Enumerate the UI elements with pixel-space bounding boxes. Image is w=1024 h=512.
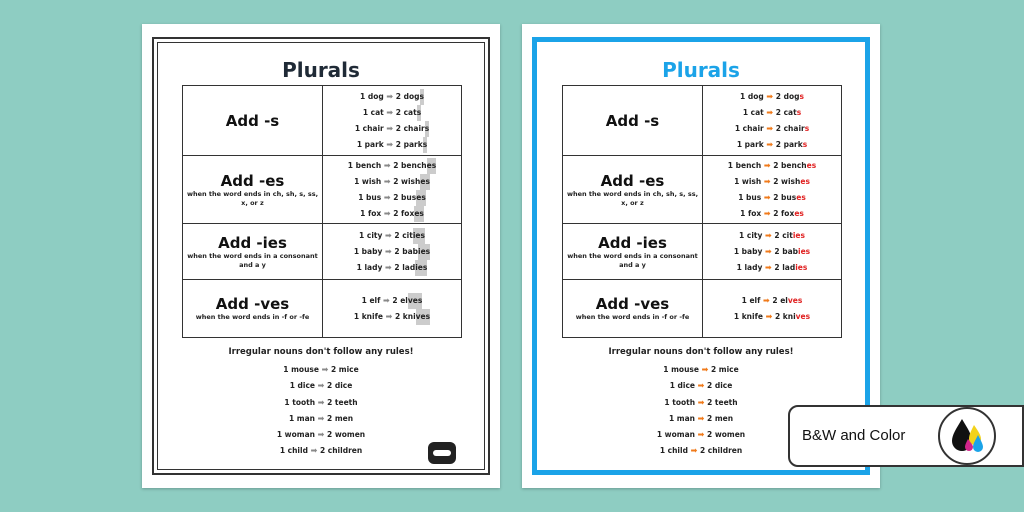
plural-word: 2 dog (395, 91, 420, 101)
rule-examples-cell (703, 280, 842, 338)
plural-word: 2 fox (393, 208, 415, 218)
right-arrow-icon: ➡ (385, 230, 392, 240)
example-line (323, 121, 461, 137)
example-line (703, 105, 841, 121)
plural-word: 2 dice (327, 381, 353, 391)
plural-word: 2 dog (775, 91, 800, 101)
example-line (142, 378, 500, 394)
example-line (703, 228, 841, 244)
right-arrow-icon: ➡ (317, 381, 325, 391)
twinkl-logo-icon (428, 442, 456, 464)
singular-word: 1 knife (353, 311, 383, 321)
right-arrow-icon: ➡ (766, 123, 774, 133)
plural-word: 2 kni (394, 311, 416, 321)
singular-word: 1 woman (656, 430, 695, 440)
version-badge (788, 405, 1024, 467)
sheet-content (142, 24, 500, 488)
singular-word: 1 man (288, 413, 315, 423)
right-arrow-icon: ➡ (386, 123, 394, 133)
right-arrow-icon: ➡ (701, 365, 709, 374)
example-line (703, 190, 841, 206)
example-line (323, 158, 461, 174)
singular-word: 1 chair (734, 123, 764, 133)
plural-word: 2 el (772, 295, 788, 305)
plural-word: 2 mice (710, 365, 739, 374)
rule-heading: Add -s (605, 111, 660, 130)
plural-word: 2 bench (773, 160, 807, 170)
example-line (323, 105, 461, 121)
right-arrow-icon: ➡ (765, 262, 772, 272)
example-line (703, 309, 841, 325)
plural-suffix: es (420, 174, 430, 190)
plural-word: 2 lad (774, 262, 796, 272)
singular-word: 1 park (736, 139, 764, 149)
rule-row (183, 86, 462, 156)
singular-word: 1 lady (356, 262, 383, 272)
rule-note: when the word ends in ch, sh, s, ss, x, or z (566, 189, 699, 207)
example-line (323, 260, 461, 276)
plural-suffix: es (800, 176, 810, 186)
example-line (703, 260, 841, 276)
singular-word: 1 lady (736, 262, 763, 272)
singular-word: 1 baby (733, 246, 763, 256)
singular-word: 1 bench (727, 160, 762, 170)
example-line (323, 206, 461, 222)
right-arrow-icon: ➡ (766, 139, 774, 149)
example-line (323, 174, 461, 190)
rule-examples-cell (703, 86, 842, 156)
rule-examples-cell (323, 224, 462, 280)
rule-heading: Add -s (225, 111, 280, 130)
singular-word: 1 cat (742, 107, 764, 117)
plural-word: 2 children (699, 446, 743, 456)
plural-suffix: s (423, 137, 427, 153)
rule-examples-cell (703, 224, 842, 280)
example-line (522, 378, 880, 394)
singular-word: 1 knife (733, 311, 763, 321)
example-line (323, 228, 461, 244)
singular-word: 1 fox (740, 208, 762, 218)
right-arrow-icon: ➡ (763, 192, 771, 202)
right-arrow-icon: ➡ (765, 230, 772, 240)
rule-row (183, 156, 462, 224)
plural-word: 2 bench (393, 160, 427, 170)
singular-word: 1 bench (347, 160, 382, 170)
plural-suffix: ies (415, 260, 427, 276)
rule-heading: Add -es (600, 171, 665, 190)
plural-word: 2 teeth (707, 397, 738, 407)
plural-word: 2 kni (774, 311, 796, 321)
rule-heading-cell (183, 280, 323, 338)
singular-word: 1 dice (669, 381, 695, 391)
rule-heading: Add -ies (598, 233, 667, 252)
right-arrow-icon: ➡ (697, 413, 705, 423)
rule-row (563, 156, 842, 224)
plural-suffix: s (802, 139, 808, 149)
example-line (323, 293, 461, 309)
right-arrow-icon: ➡ (321, 365, 329, 374)
singular-word: 1 bus (358, 192, 382, 202)
plural-word: 2 dice (707, 381, 733, 391)
rule-heading: Add -ves (595, 295, 670, 313)
plural-word: 2 children (319, 446, 363, 456)
example-line (142, 411, 500, 427)
rule-heading: Add -es (220, 171, 285, 190)
singular-word: 1 tooth (664, 397, 696, 407)
right-arrow-icon: ➡ (763, 176, 771, 186)
rules-table (182, 85, 462, 338)
page-title: Plurals (282, 58, 360, 82)
rule-row (563, 224, 842, 280)
example-line (323, 309, 461, 325)
example-line (703, 174, 841, 190)
right-arrow-icon: ➡ (690, 446, 698, 456)
rule-row (563, 280, 842, 338)
plural-suffix: s (425, 121, 429, 137)
rule-note: when the word ends in a consonant and a y (187, 251, 318, 269)
rule-row (183, 280, 462, 338)
rule-heading-cell (563, 280, 703, 338)
right-arrow-icon: ➡ (383, 295, 390, 305)
singular-word: 1 park (356, 139, 384, 149)
right-arrow-icon: ➡ (763, 295, 770, 305)
plural-word: 2 lad (394, 262, 416, 272)
example-line (323, 190, 461, 206)
singular-word: 1 tooth (284, 397, 316, 407)
singular-word: 1 elf (361, 295, 381, 305)
worksheet-bw (142, 24, 500, 488)
plural-suffix: ies (792, 230, 805, 240)
plural-word: 2 cat (775, 107, 797, 117)
plural-word: 2 chair (775, 123, 805, 133)
example-line (323, 89, 461, 105)
plural-word: 2 men (706, 413, 734, 423)
plural-word: 2 bab (774, 246, 799, 256)
singular-word: 1 elf (741, 295, 761, 305)
plural-word: 2 el (392, 295, 408, 305)
right-arrow-icon: ➡ (697, 430, 705, 440)
plural-suffix: es (416, 190, 426, 206)
singular-word: 1 mouse (283, 365, 319, 374)
plural-suffix: s (420, 89, 424, 105)
singular-word: 1 dog (740, 91, 764, 101)
plural-word: 2 cat (395, 107, 417, 117)
right-arrow-icon: ➡ (697, 397, 705, 407)
right-arrow-icon: ➡ (385, 246, 392, 256)
right-arrow-icon: ➡ (766, 107, 774, 117)
rule-heading-cell (563, 224, 703, 280)
plural-word: 2 cit (394, 230, 413, 240)
rule-examples-cell (323, 280, 462, 338)
rule-note: when the word ends in -f or -fe (195, 313, 310, 321)
rule-heading-cell (563, 156, 703, 224)
singular-word: 1 child (279, 446, 308, 456)
example-line (323, 137, 461, 153)
rule-heading: Add -ves (215, 295, 290, 313)
plural-word: 2 bab (394, 246, 419, 256)
plural-suffix: ves (408, 293, 422, 309)
plural-word: 2 bus (393, 192, 417, 202)
example-line (703, 206, 841, 222)
singular-word: 1 cat (362, 107, 384, 117)
right-arrow-icon: ➡ (386, 139, 394, 149)
plural-word: 2 cit (774, 230, 793, 240)
example-line (703, 158, 841, 174)
singular-word: 1 wish (734, 176, 762, 186)
right-arrow-icon: ➡ (385, 311, 393, 321)
rule-heading-cell (183, 86, 323, 156)
example-line (522, 362, 880, 378)
irregular-heading: Irregular nouns don't follow any rules! (608, 347, 794, 357)
right-arrow-icon: ➡ (385, 262, 392, 272)
rule-heading-cell (183, 156, 323, 224)
singular-word: 1 baby (353, 246, 383, 256)
plural-suffix: ies (413, 228, 425, 244)
plural-word: 2 chair (395, 123, 425, 133)
plural-suffix: es (794, 208, 804, 218)
rule-heading-cell (563, 86, 703, 156)
right-arrow-icon: ➡ (383, 176, 391, 186)
right-arrow-icon: ➡ (383, 160, 391, 170)
singular-word: 1 wish (354, 176, 382, 186)
example-line (703, 121, 841, 137)
right-arrow-icon: ➡ (765, 246, 772, 256)
example-line (142, 362, 500, 378)
right-arrow-icon: ➡ (765, 311, 773, 321)
plural-suffix: ies (795, 262, 808, 272)
right-arrow-icon: ➡ (763, 208, 771, 218)
plural-suffix: ves (787, 295, 803, 305)
example-line (323, 244, 461, 260)
right-arrow-icon: ➡ (763, 160, 771, 170)
plural-suffix: es (414, 206, 424, 222)
plural-suffix: es (806, 160, 817, 170)
singular-word: 1 mouse (663, 365, 699, 374)
right-arrow-icon: ➡ (317, 397, 325, 407)
rule-examples-cell (703, 156, 842, 224)
plural-word: 2 park (775, 139, 803, 149)
singular-word: 1 fox (360, 208, 382, 218)
example-line (142, 395, 500, 411)
rule-heading: Add -ies (218, 233, 287, 252)
right-arrow-icon: ➡ (317, 413, 325, 423)
singular-word: 1 chair (354, 123, 384, 133)
plural-suffix: ies (798, 246, 811, 256)
singular-word: 1 dice (289, 381, 315, 391)
example-line (703, 244, 841, 260)
plural-suffix: s (796, 107, 802, 117)
singular-word: 1 dog (360, 91, 384, 101)
rule-row (563, 86, 842, 156)
plural-word: 2 wish (393, 176, 421, 186)
rule-note: when the word ends in a consonant and a y (567, 251, 698, 269)
right-arrow-icon: ➡ (386, 107, 394, 117)
right-arrow-icon: ➡ (766, 91, 774, 101)
rule-heading-cell (183, 224, 323, 280)
example-line (703, 137, 841, 153)
badge-label: B&W and Color (802, 427, 906, 444)
plural-suffix: s (804, 123, 810, 133)
plural-word: 2 wish (773, 176, 801, 186)
plural-suffix: s (799, 91, 804, 101)
plural-suffix: ies (418, 244, 430, 260)
rule-examples-cell (323, 156, 462, 224)
singular-word: 1 man (668, 413, 695, 423)
plural-word: 2 park (395, 139, 423, 149)
right-arrow-icon: ➡ (310, 446, 318, 456)
right-arrow-icon: ➡ (317, 430, 325, 440)
plural-word: 2 bus (773, 192, 797, 202)
plural-word: 2 women (706, 430, 746, 440)
plural-suffix: ves (416, 309, 430, 325)
plural-suffix: es (796, 192, 806, 202)
plural-suffix: s (417, 105, 421, 121)
plural-word: 2 mice (330, 365, 359, 374)
plural-suffix: es (427, 158, 437, 174)
irregular-heading: Irregular nouns don't follow any rules! (228, 347, 414, 357)
plural-suffix: ves (795, 311, 811, 321)
rule-note: when the word ends in ch, sh, s, ss, x, or z (186, 189, 319, 207)
singular-word: 1 city (359, 230, 383, 240)
example-line (703, 293, 841, 309)
singular-word: 1 city (739, 230, 763, 240)
right-arrow-icon: ➡ (386, 91, 394, 101)
right-arrow-icon: ➡ (383, 192, 391, 202)
rule-note: when the word ends in -f or -fe (575, 313, 690, 321)
rule-examples-cell (323, 86, 462, 156)
right-arrow-icon: ➡ (383, 208, 391, 218)
rule-row (183, 224, 462, 280)
page-title: Plurals (662, 58, 740, 82)
right-arrow-icon: ➡ (697, 381, 705, 391)
singular-word: 1 child (659, 446, 688, 456)
example-line (703, 89, 841, 105)
singular-word: 1 woman (276, 430, 315, 440)
plural-word: 2 teeth (327, 397, 358, 407)
rules-table (562, 85, 842, 338)
singular-word: 1 bus (738, 192, 762, 202)
plural-word: 2 men (326, 413, 354, 423)
ink-drops-icon (938, 407, 996, 465)
plural-word: 2 fox (773, 208, 795, 218)
plural-word: 2 women (326, 430, 366, 440)
